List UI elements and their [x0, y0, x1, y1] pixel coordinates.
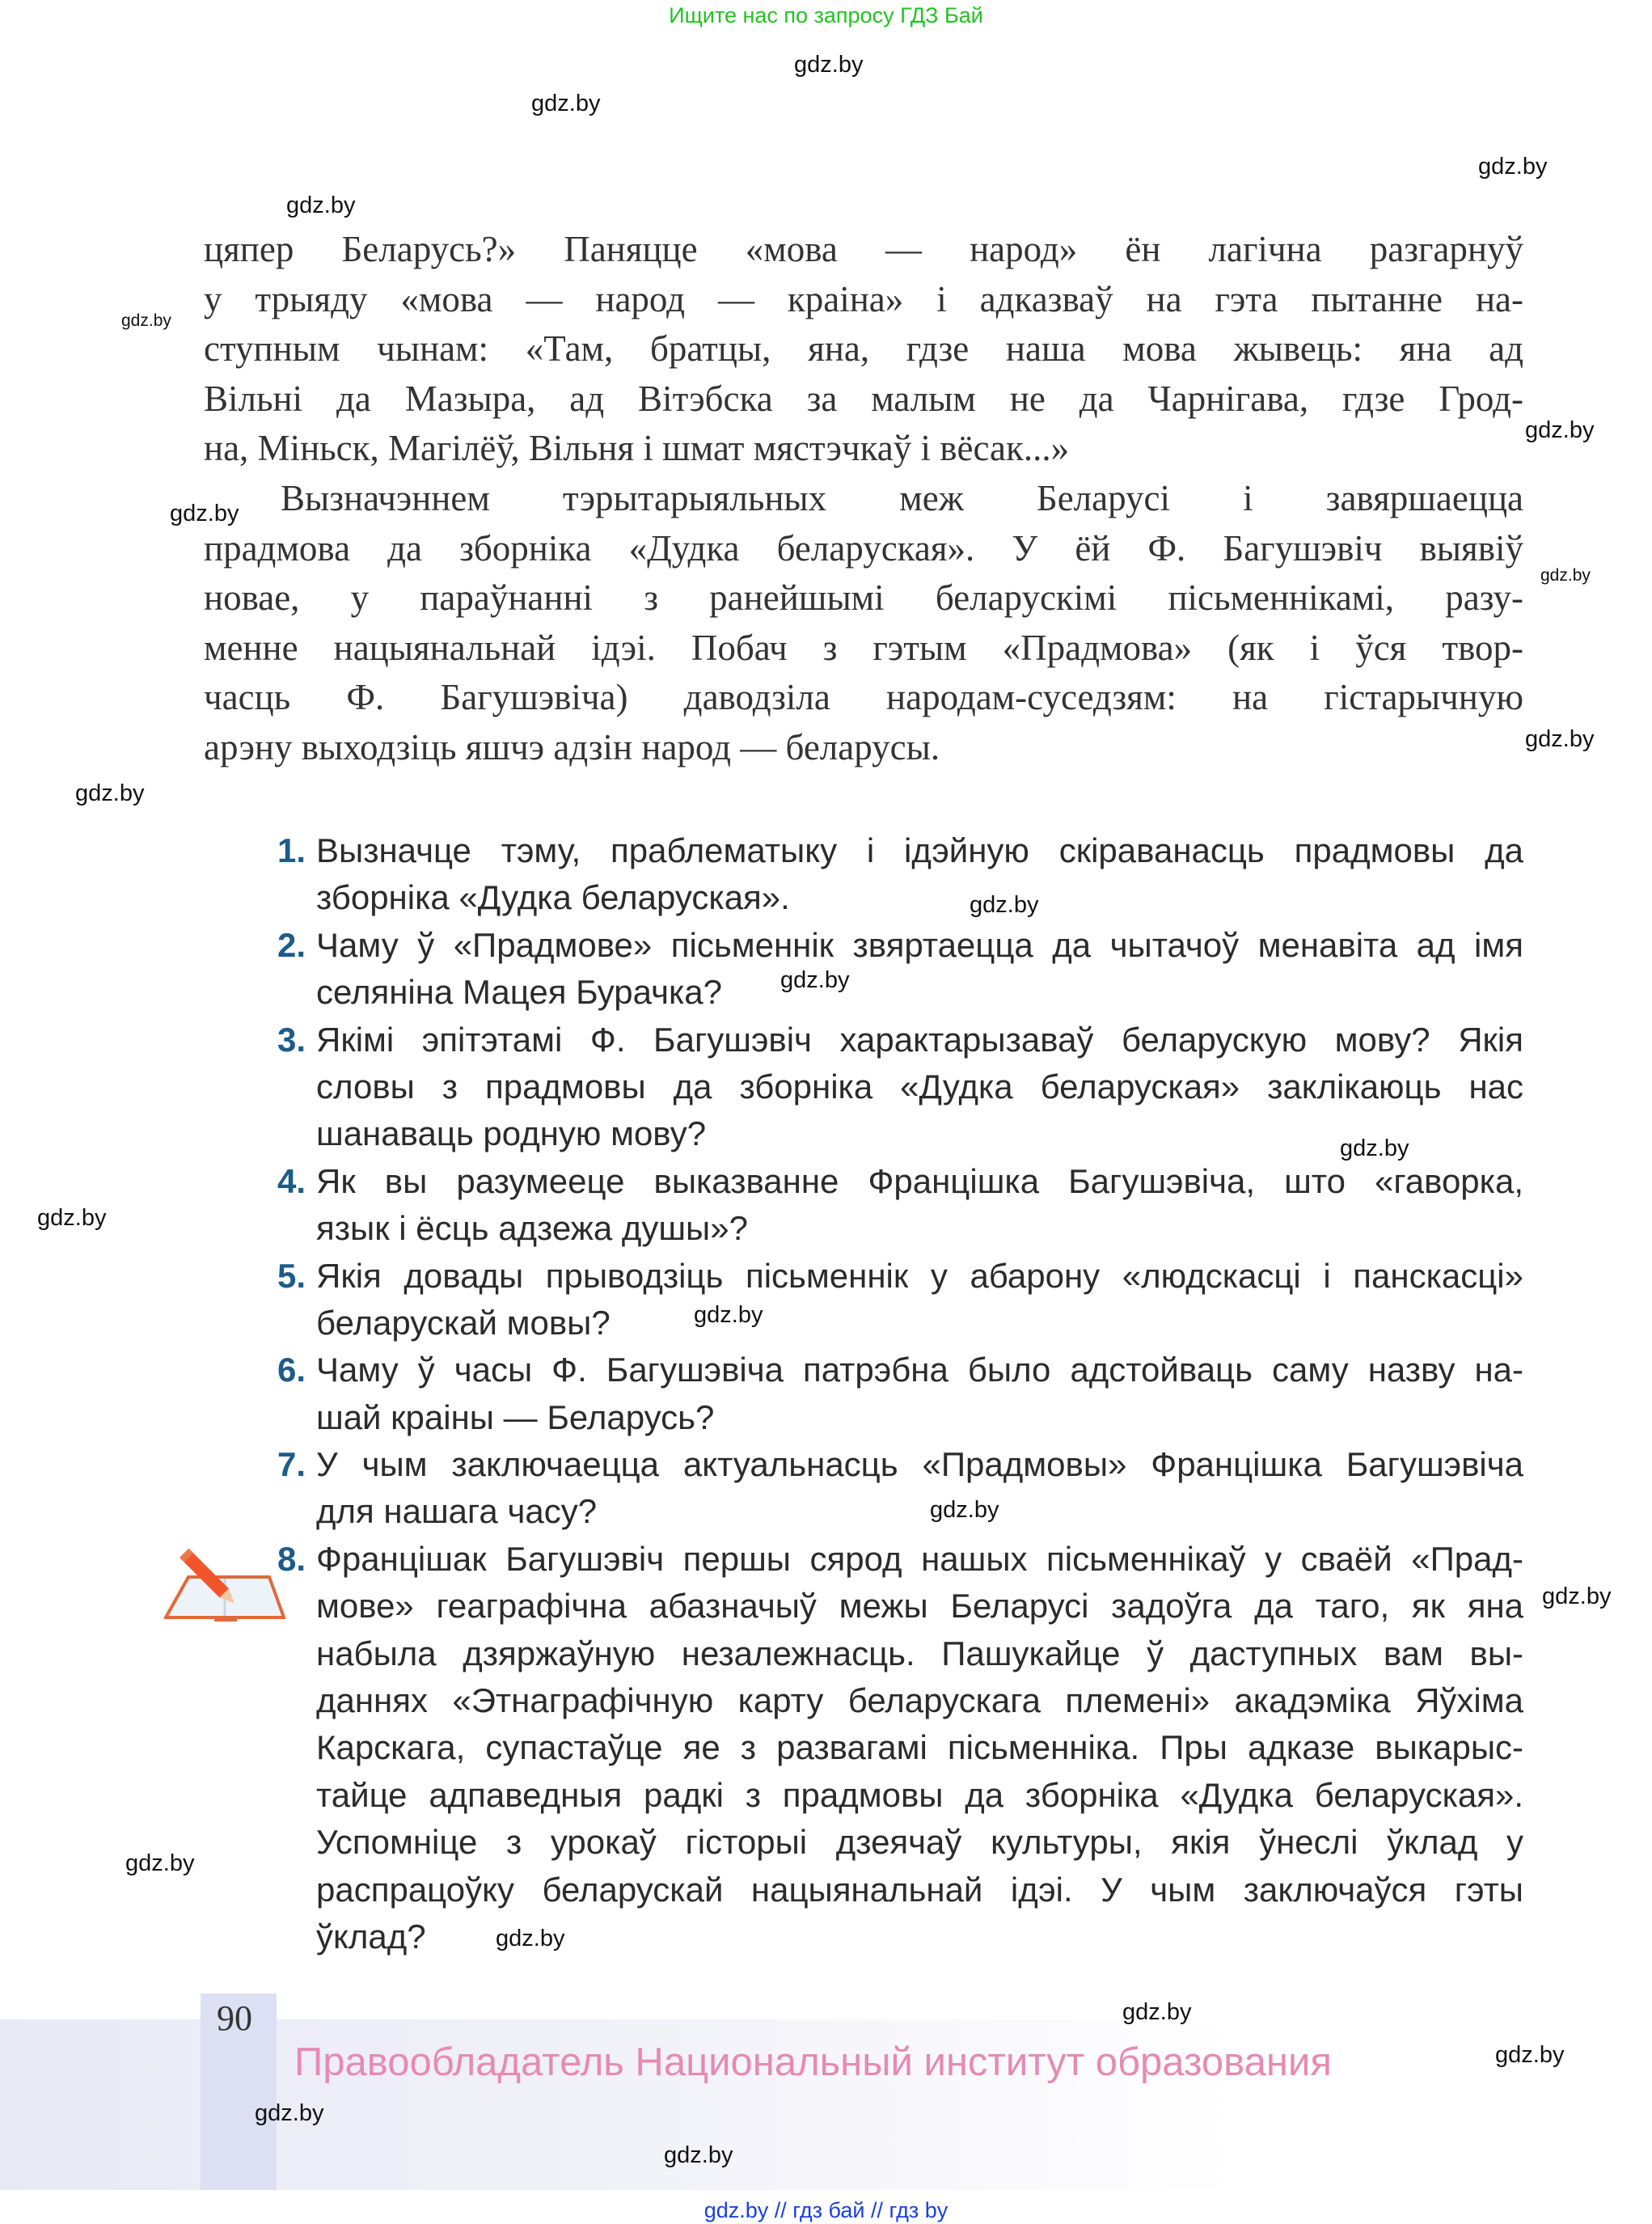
question-line: Якія довады прыводзіць пісьменнік у абарону «людскасці і панскасці»	[316, 1256, 1523, 1295]
question-number: 1.	[277, 831, 306, 869]
text-line: прадмова да зборніка «Дудка беларуская». У ёй Ф. Багушэвіч выявіў	[204, 527, 1523, 569]
question-line: зборніка «Дудка беларуская».	[316, 878, 790, 917]
watermark: gdz.by	[694, 1302, 763, 1328]
watermark: gdz.by	[1525, 417, 1595, 443]
watermark: gdz.by	[930, 1497, 999, 1523]
search-banner: Ищите нас по запросу ГДЗ Бай	[669, 3, 983, 27]
paragraph	[204, 225, 1523, 474]
question-line: даннях «Этнаграфічную карту беларускага племені» акадэміка Яўхіма	[316, 1681, 1523, 1720]
question-item	[277, 922, 1523, 1017]
question-line: шай краіны — Беларусь?	[316, 1397, 715, 1436]
question-line: Вызначце тэму, праблематыку і ідэйную скіраванасць прадмовы да	[316, 831, 1523, 869]
watermark: gdz.by	[121, 311, 171, 330]
watermark: gdz.by	[37, 1205, 107, 1231]
pencil-notebook-icon	[164, 1537, 285, 1626]
question-number: 4.	[277, 1161, 306, 1200]
text-line: Вільні да Мазыра, ад Вітэбска за малым не да Чарнігава, гдзе Грод-	[204, 378, 1523, 419]
question-item	[277, 1253, 1523, 1347]
text-line: часць Ф. Багушэвіча) даводзіла народам-суседзям: на гістарычную	[204, 677, 1523, 718]
watermark: gdz.by	[255, 2100, 324, 2126]
copyright-notice: Правообладатель Национальный институт образования	[294, 2040, 1332, 2084]
text-line: ступным чынам: «Там, братцы, яна, гдзе наша мова жывець: яна ад	[204, 328, 1523, 370]
question-line: шанаваць родную мову?	[316, 1114, 707, 1153]
text-line: у трыяду «мова — народ — краіна» і адказваў на гэта пытанне на-	[204, 278, 1523, 319]
question-line: беларускай мовы?	[316, 1303, 611, 1342]
question-number: 5.	[277, 1256, 306, 1295]
question-line: язык і ёсць адзежа душы»?	[316, 1209, 748, 1248]
watermark: gdz.by	[531, 91, 601, 116]
text-line: Вызначэннем тэрытарыяльных меж Беларусі і завяршаецца	[281, 477, 1523, 518]
question-line: Чаму ў часы Ф. Багушэвіча патрэбна было адстойваць саму назву на-	[316, 1351, 1523, 1389]
question-line: для нашага часу?	[316, 1492, 598, 1531]
watermark: gdz.by	[1495, 2042, 1565, 2068]
paragraph	[204, 474, 1523, 773]
question-item	[277, 1536, 1523, 1961]
watermark: gdz.by	[1542, 1583, 1612, 1609]
watermark: gdz.by	[75, 780, 145, 806]
watermark: gdz.by	[125, 1850, 195, 1876]
question-item	[277, 1158, 1523, 1253]
watermark: gdz.by	[1540, 566, 1591, 585]
watermark: gdz.by	[170, 501, 239, 526]
question-item	[277, 1017, 1523, 1158]
question-line: набыла дзяржаўную незалежнасць. Пашукайце ў даступных вам вы-	[316, 1634, 1523, 1672]
question-number: 3.	[277, 1020, 306, 1059]
text-line: на, Міньск, Магілёў, Вільня і шмат мястэчкаў і вёсак...»	[204, 428, 1070, 469]
question-line: У чым заключаецца актуальнасць «Прадмовы» Францішка Багушэвіча	[316, 1445, 1523, 1484]
body-text	[204, 225, 1523, 773]
question-number: 8.	[277, 1539, 306, 1578]
question-line: Карскага, супастаўце яе з развагамі пісьменніка. Пры адказе выкарыс-	[316, 1728, 1523, 1767]
question-line: Успомніце з урокаў гісторыі дзеячаў культуры, якія ўнеслі ўклад у	[316, 1823, 1523, 1862]
question-number: 6.	[277, 1351, 306, 1389]
watermark: gdz.by	[970, 892, 1039, 918]
question-item	[277, 827, 1523, 922]
watermark: gdz.by	[286, 192, 356, 218]
question-number: 7.	[277, 1445, 306, 1484]
question-line: мове» геаграфічна абазначыў межы Беларусі задоўга да таго, як яна	[316, 1587, 1523, 1626]
question-item	[277, 1347, 1523, 1441]
watermark: gdz.by	[664, 2142, 733, 2168]
question-line: тайце адпаведныя радкі з прадмовы да зборніка «Дудка беларуская».	[316, 1775, 1523, 1814]
watermark: gdz.by	[496, 1926, 565, 1951]
question-line: словы з прадмовы да зборніка «Дудка беларуская» заклікаюць нас	[316, 1067, 1523, 1106]
question-item	[277, 1441, 1523, 1536]
watermark: gdz.by	[1122, 1999, 1192, 2025]
question-line: Як вы разумееце выказванне Францішка Багушэвіча, што «гаворка,	[316, 1161, 1523, 1200]
question-line: Францішак Багушэвіч першы сярод нашых пісьменнікаў у сваёй «Прад-	[316, 1539, 1523, 1578]
watermark: gdz.by	[1478, 154, 1548, 180]
bottom-links[interactable]: gdz.by // гдз бай // гдз by	[703, 2198, 949, 2222]
watermark: gdz.by	[1525, 726, 1595, 752]
watermark: gdz.by	[794, 52, 864, 78]
watermark: gdz.by	[1340, 1135, 1409, 1161]
question-line: селяніна Мацея Бурачка?	[316, 973, 722, 1012]
question-line: Чаму ў «Прадмове» пісьменнік звяртаецца да чытачоў менавіта ад імя	[316, 925, 1523, 964]
questions-list	[277, 827, 1523, 1960]
question-line: Якімі эпітэтамі Ф. Багушэвіч характарызаваў беларускую мову? Якія	[316, 1020, 1523, 1059]
question-line: распрацоўку беларускай нацыянальнай ідэі. У чым заключаўся гэты	[316, 1870, 1523, 1909]
watermark: gdz.by	[780, 967, 850, 993]
text-line: менне нацыянальнай ідэі. Побач з гэтым «Прадмова» (як і ўся твор-	[204, 627, 1523, 668]
text-line: арэну выходзіць яшчэ адзін народ — беларусы.	[204, 726, 940, 767]
text-line: цяпер Беларусь?» Паняцце «мова — народ» ён лагічна разгарнуў	[204, 229, 1523, 269]
page-number: 90	[217, 1998, 252, 2038]
question-line: ўклад?	[316, 1917, 426, 1956]
text-line: новае, у параўнанні з ранейшымі беларускімі пісьменнікамі, разу-	[204, 577, 1523, 619]
question-number: 2.	[277, 925, 306, 964]
